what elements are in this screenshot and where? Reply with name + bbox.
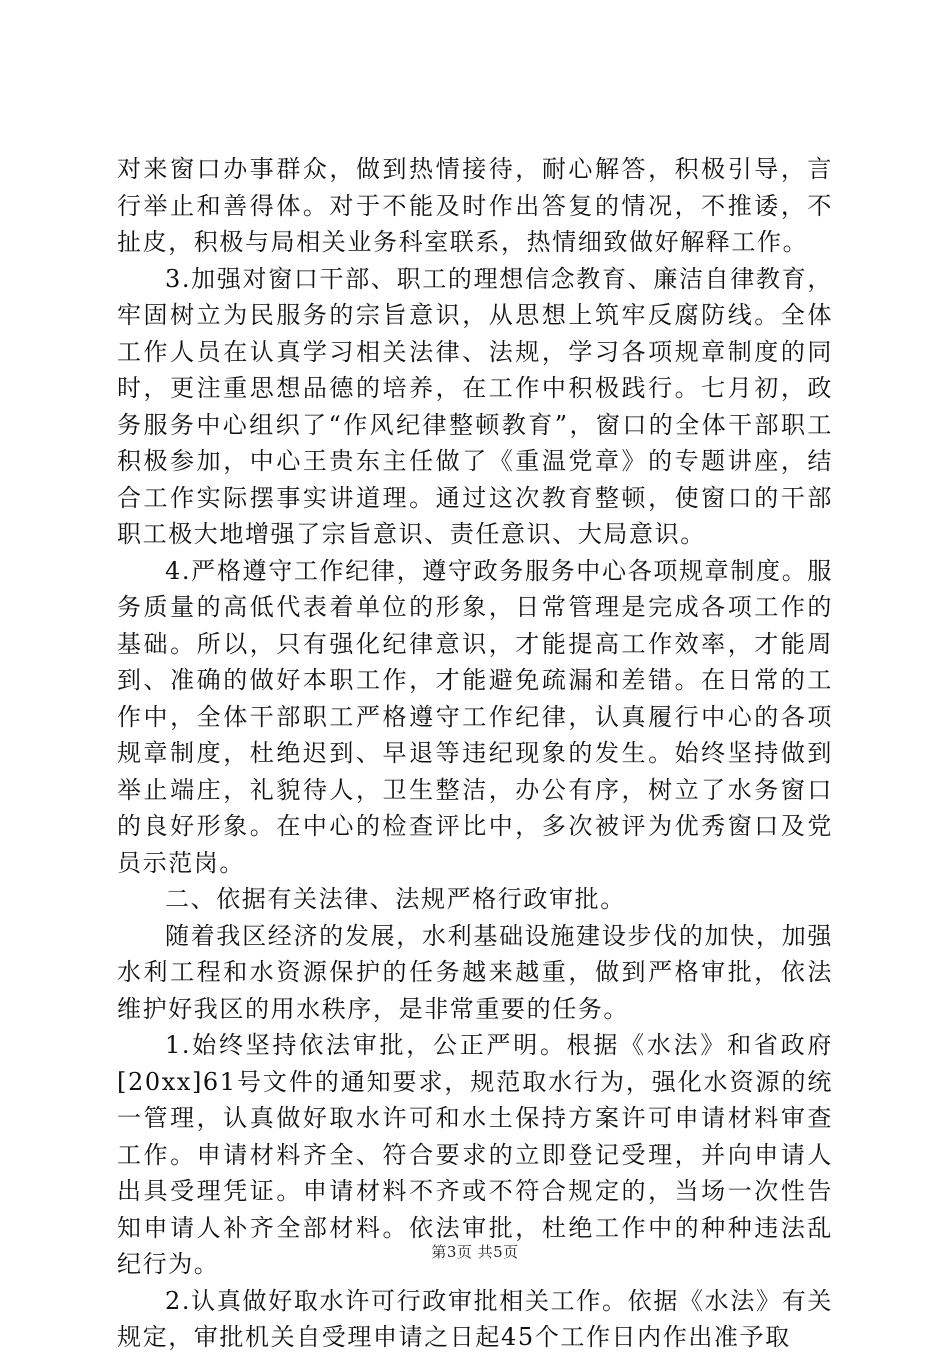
paragraph-1: 对来窗口办事群众，做到热情接待，耐心解答，积极引导，言行举止和善得体。对于不能及时作出答复的情况，不推诿，不扯皮，积极与局相关业务科室联系，热情细致做好解释工作。 [117,155,833,256]
paragraph-6: 1.始终坚持依法审批，公正严明。根据《水法》和省政府[20xx]61号文件的通知要求，规范取水行为，强化水资源的统一管理，认真做好取水许可和水土保持方案许可申请材料审查工作。申请材料齐全、符合要求的立即登记受理，并向申请人出具受理凭证。申请材料不齐或不符合规定的，当场一次性告知申请人补齐全部材料。依法审批，杜绝工作中的种种违法乱纪行为。 [117,1031,833,1278]
section-heading: 二、依据有关法律、法规严格行政审批。 [165,885,626,913]
paragraph-2: 3.加强对窗口干部、职工的理想信念教育、廉洁自律教育，牢固树立为民服务的宗旨意识，从思想上筑牢反腐防线。全体工作人员在认真学习相关法律、法规，学习各项规章制度的同时，更注重思想品德的培养，在工作中积极践行。七月初，政务服务中心组织了“作风纪律整顿教育”，窗口的全体干部职工积极参加，中心王贵东主任做了《重温党章》的专题讲座，结合工作实际摆事实讲道理。通过这次教育整顿，使窗口的干部职工极大地增强了宗旨意识、责任意识、大局意识。 [117,264,833,548]
paragraph-3: 4.严格遵守工作纪律，遵守政务服务中心各项规章制度。服务质量的高低代表着单位的形象，日常管理是完成各项工作的基础。所以，只有强化纪律意识，才能提高工作效率，才能周到、准确的做好本职工作，才能避免疏漏和差错。在日常的工作中，全体干部职工严格遵守工作纪律，认真履行中心的各项规章制度，杜绝迟到、早退等违纪现象的发生。始终坚持做到举止端庄，礼貌待人，卫生整洁，办公有序，树立了水务窗口的良好形象。在中心的检查评比中，多次被评为优秀窗口及党员示范岗。 [117,556,833,877]
paragraph-7: 2.认真做好取水许可行政审批相关工作。依据《水法》有关规定，审批机关自受理申请之日起45个工作日内作出准予取 [117,1286,833,1351]
paragraph-5: 随着我区经济的发展，水利基础设施建设步伐的加快，加强水利工程和水资源保护的任务越来越重，做到严格审批，依法维护好我区的用水秩序，是非常重要的任务。 [117,921,833,1023]
page-footer: 第3页 共5页 [431,1243,519,1261]
document-body [117,151,833,1356]
